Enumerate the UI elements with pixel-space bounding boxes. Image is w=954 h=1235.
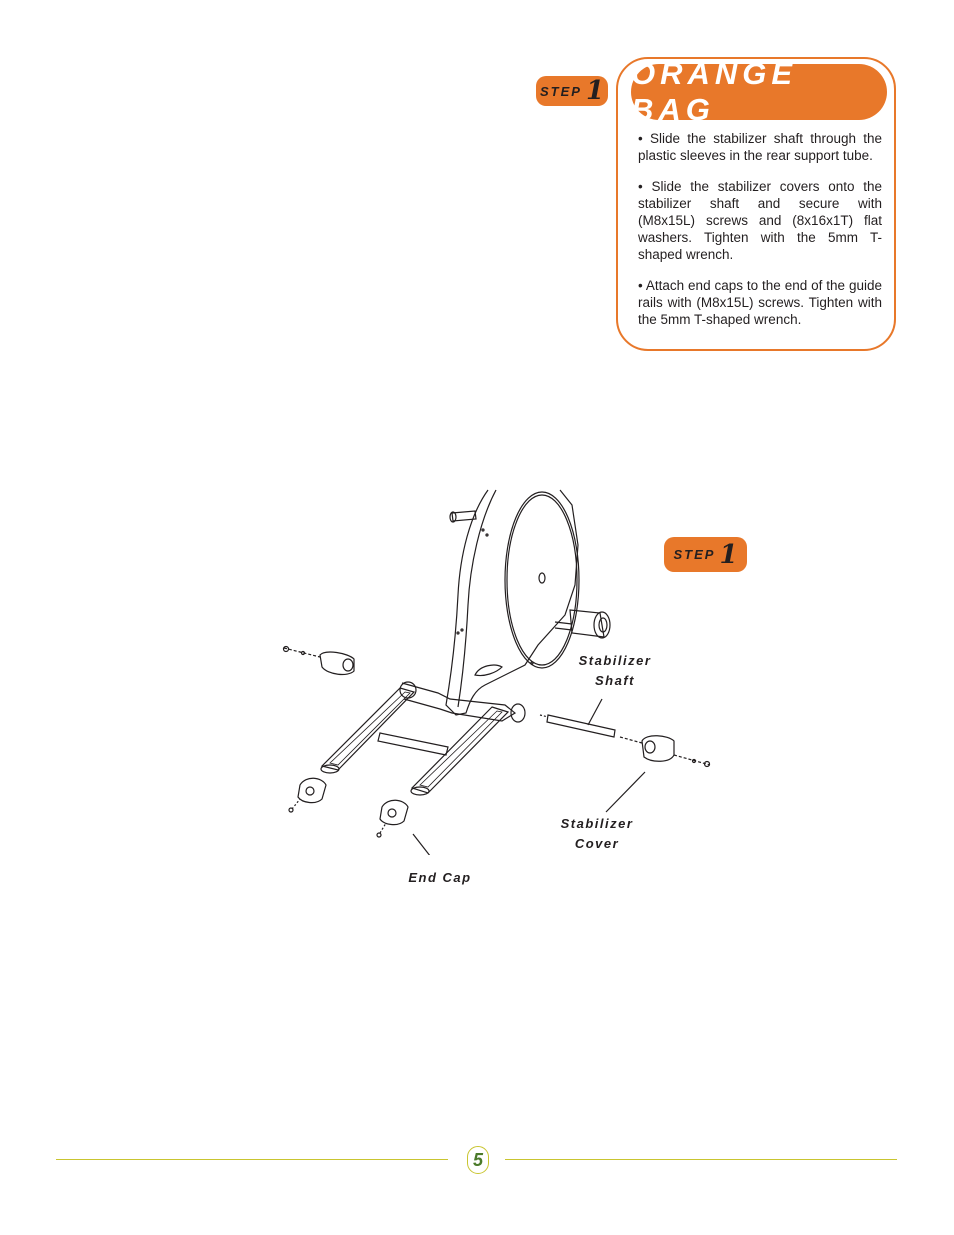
step-number: 1	[719, 539, 738, 570]
shaft-leader-line	[588, 699, 602, 725]
stabilizer-shaft	[540, 715, 615, 737]
instruction-item: • Slide the stabilizer shaft through the plastic sleeves in the rear support tube.	[638, 131, 882, 163]
stabilizer-shaft-label	[570, 651, 660, 691]
step-badge	[536, 76, 608, 106]
front-tube	[555, 610, 610, 638]
right-end-cap	[377, 800, 408, 837]
footer-rule-left	[56, 1159, 448, 1160]
step-word: STEP	[539, 83, 582, 99]
left-stabilizer-cover	[284, 647, 355, 675]
main-frame	[446, 490, 579, 715]
rear-support-tube	[400, 682, 525, 722]
right-stabilizer-cover	[620, 736, 710, 767]
left-guide-rail	[321, 688, 414, 773]
instruction-item: • Attach end caps to the end of the guide rails with (M8x15L) screws. Tighten with the 5mm T-shaped wrench.	[638, 278, 882, 327]
stabilizer-cover-label	[552, 814, 642, 854]
page-number: 5	[467, 1146, 489, 1174]
assembly-diagram	[270, 485, 730, 855]
label-line: Shaft	[595, 673, 635, 688]
end-cap-leader-line	[413, 834, 434, 855]
flywheel-cover	[505, 492, 579, 668]
instruction-list	[638, 130, 882, 342]
footer-rule-right	[505, 1159, 897, 1160]
cross-brace	[378, 733, 448, 755]
label-line: Stabilizer	[560, 816, 634, 831]
left-end-cap	[289, 778, 326, 812]
label-line: Stabilizer	[578, 653, 652, 668]
cover-leader-line	[606, 772, 645, 812]
step-number: 1	[585, 76, 605, 106]
step-word: STEP	[673, 547, 716, 562]
label-line: Cover	[574, 836, 620, 851]
section-title: ORANGE BAG	[631, 64, 887, 120]
end-cap-label: End Cap	[408, 870, 472, 885]
instruction-item: • Slide the stabilizer covers onto the stabilizer shaft and secure with (M8x15L) screws and (8x16x1T) flat washers. Tighten with the 5mm T-shaped wrench.	[638, 179, 882, 262]
